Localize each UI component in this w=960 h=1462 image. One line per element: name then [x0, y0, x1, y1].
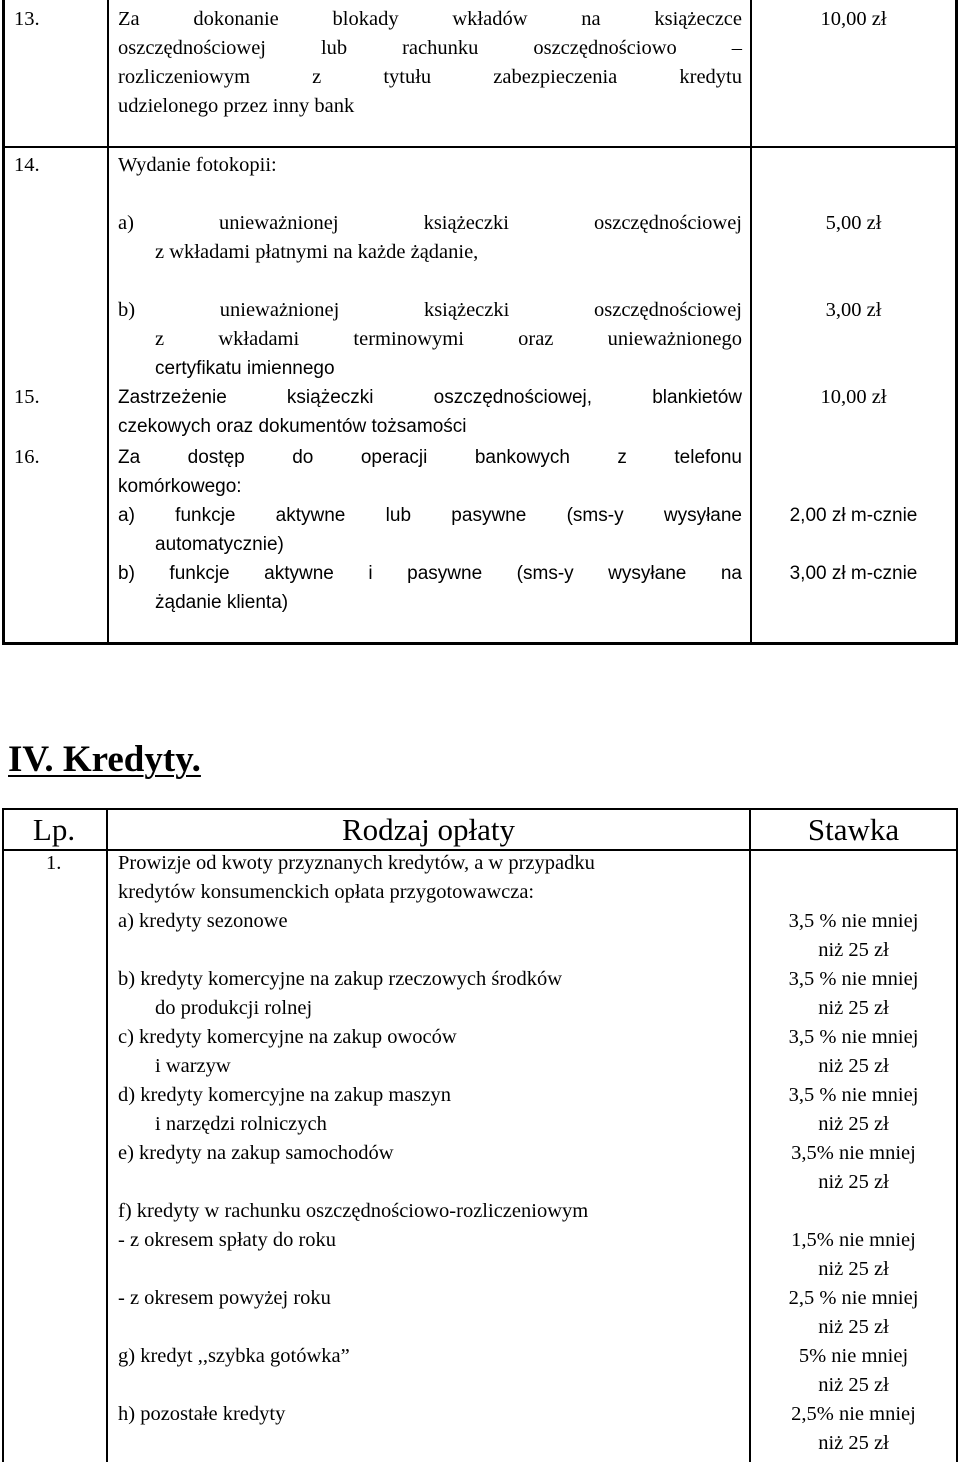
item-f2-rate-1: 2,5 % nie mniej: [788, 1287, 919, 1309]
table1-border-left: [2, 0, 5, 645]
row-13-rate: 10,00 zł: [820, 8, 887, 30]
item-a-rate-2: niż 25 zł: [818, 939, 889, 961]
row-14b-line-2: z wkładami terminowymi oraz unieważnionego: [155, 328, 742, 350]
row-16a-rate: 2,00 zł m-cznie: [789, 505, 918, 526]
row-13-line-3: rozliczeniowym z tytułu zabezpieczenia kredytu: [118, 66, 742, 88]
table1-divider-1: [107, 0, 109, 645]
row-14b-line-3: certyfikatu imiennego: [155, 358, 335, 379]
item-f1-label: - z okresem spłaty do roku: [118, 1229, 337, 1251]
item-h-rate-2: niż 25 zł: [818, 1432, 889, 1454]
item-e-rate-2: niż 25 zł: [818, 1171, 889, 1193]
section-heading: IV. Kredyty.: [8, 739, 201, 780]
row-16-line-3: a) funkcje aktywne lub pasywne (sms-y wysyłane: [118, 505, 742, 526]
row-16-line-5: b) funkcje aktywne i pasywne (sms-y wysyłane na: [118, 563, 742, 584]
row-13-line-2: oszczędnościowej lub rachunku oszczędnościowo –: [118, 37, 742, 59]
table2-border-top: [2, 808, 958, 810]
table2-border-left: [2, 808, 4, 1462]
row-14-title: Wydanie fotokopii:: [118, 154, 277, 176]
row-13-line-4: udzielonego przez inny bank: [118, 95, 355, 117]
item-d-rate-2: niż 25 zł: [818, 1113, 889, 1135]
header-rate: Stawka: [807, 812, 900, 847]
row-15-number: 15.: [14, 386, 40, 408]
item-f-label: f) kredyty w rachunku oszczędnościowo-rozliczeniowym: [118, 1200, 589, 1222]
table1-border-right: [955, 0, 958, 645]
item-c-label-2: i warzyw: [155, 1055, 231, 1077]
item-f2-label: - z okresem powyżej roku: [118, 1287, 331, 1309]
item-b-rate-1: 3,5 % nie mniej: [788, 968, 919, 990]
table2-border-right: [956, 808, 958, 1462]
item-f2-rate-2: niż 25 zł: [818, 1316, 889, 1338]
row-16-line-1: Za dostęp do operacji bankowych z telefonu: [118, 447, 742, 468]
row-15-line-2: czekowych oraz dokumentów tożsamości: [118, 416, 467, 437]
item-a-rate-1: 3,5 % nie mniej: [788, 910, 919, 932]
row-1-number: 1.: [46, 852, 62, 874]
row-16b-rate: 3,00 zł m-cznie: [789, 563, 918, 584]
item-a-label: a) kredyty sezonowe: [118, 910, 288, 932]
row-16-line-6: żądanie klienta): [155, 592, 289, 613]
row-14a-line-1: a) unieważnionej książeczki oszczędnościowej: [118, 212, 742, 234]
item-c-rate-2: niż 25 zł: [818, 1055, 889, 1077]
row-14a-line-2: z wkładami płatnymi na każde żądanie,: [155, 241, 479, 263]
row-14b-rate: 3,00 zł: [825, 299, 882, 321]
row-16-line-2: komórkowego:: [118, 476, 242, 497]
item-b-label-1: b) kredyty komercyjne na zakup rzeczowych środków: [118, 968, 562, 990]
row-14-number: 14.: [14, 154, 40, 176]
table1-border-bottom: [2, 642, 958, 645]
item-g-rate-2: niż 25 zł: [818, 1374, 889, 1396]
item-d-label-1: d) kredyty komercyjne na zakup maszyn: [118, 1084, 452, 1106]
item-c-rate-1: 3,5 % nie mniej: [788, 1026, 919, 1048]
item-f1-rate-1: 1,5% nie mniej: [791, 1229, 916, 1251]
row-1-intro-line-1: Prowizje od kwoty przyznanych kredytów, a w przypadku: [118, 852, 595, 874]
item-d-rate-1: 3,5 % nie mniej: [788, 1084, 919, 1106]
item-b-rate-2: niż 25 zł: [818, 997, 889, 1019]
item-g-rate-1: 5% nie mniej: [798, 1345, 909, 1367]
item-h-rate-1: 2,5% nie mniej: [791, 1403, 916, 1425]
row-14b-line-1: b) unieważnionej książeczki oszczędnościowej: [118, 299, 742, 321]
row-13-line-1: Za dokonanie blokady wkładów na książeczce: [118, 8, 742, 30]
row-16-line-4: automatycznie): [155, 534, 284, 555]
row-13-number: 13.: [14, 8, 40, 30]
row-16-number: 16.: [14, 446, 40, 468]
row-15-rate: 10,00 zł: [820, 386, 887, 408]
item-d-label-2: i narzędzi rolniczych: [155, 1113, 327, 1135]
table1-row-separator: [2, 146, 958, 148]
table2-divider-1: [106, 808, 108, 1462]
header-lp: Lp.: [32, 812, 76, 847]
item-g-label: g) kredyt ,,szybka gotówka”: [118, 1345, 350, 1367]
row-15-line-1: Zastrzeżenie książeczki oszczędnościowej, blankietów: [118, 387, 742, 408]
row-1-intro-line-2: kredytów konsumenckich opłata przygotowawcza:: [118, 881, 535, 903]
item-b-label-2: do produkcji rolnej: [155, 997, 313, 1019]
item-e-label: e) kredyty na zakup samochodów: [118, 1142, 394, 1164]
item-e-rate-1: 3,5% nie mniej: [791, 1142, 916, 1164]
item-c-label-1: c) kredyty komercyjne na zakup owoców: [118, 1026, 457, 1048]
item-f1-rate-2: niż 25 zł: [818, 1258, 889, 1280]
item-h-label: h) pozostałe kredyty: [118, 1403, 286, 1425]
header-fee-type: Rodzaj opłaty: [341, 812, 516, 847]
row-14a-rate: 5,00 zł: [825, 212, 882, 234]
